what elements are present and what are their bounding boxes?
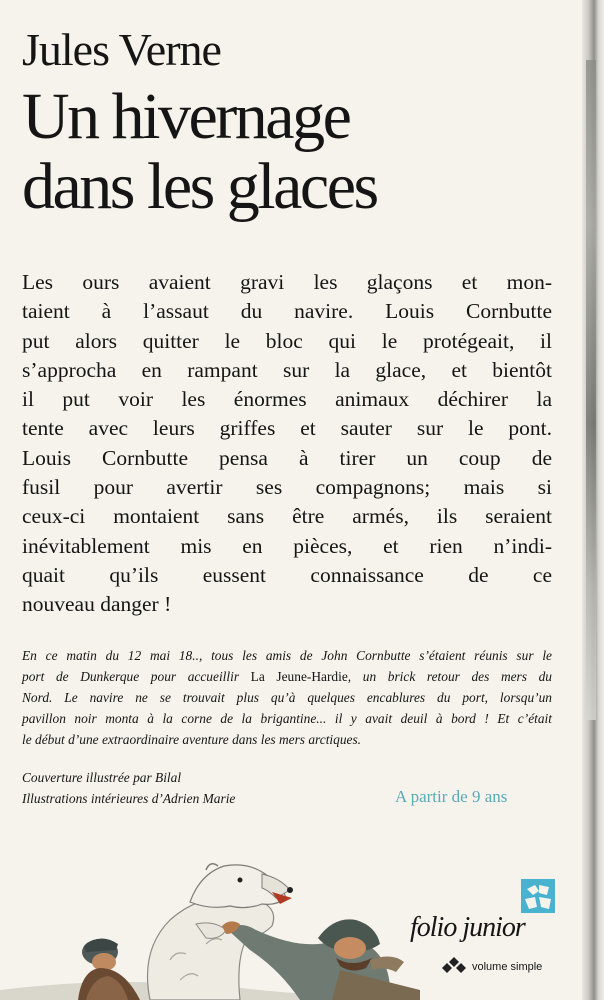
excerpt-paragraph — [22, 268, 552, 620]
blurb-line — [22, 666, 552, 687]
excerpt-line: nouveau danger ! — [22, 592, 172, 617]
cover-credit: Couverture illustrée par Bilal — [22, 770, 182, 785]
title-line-2: dans les glaces — [22, 150, 377, 223]
blurb-text: port de Dunkerque pour accueillir — [22, 669, 251, 684]
excerpt-line: taient à l’assaut du navire. Louis Cornbutte — [22, 299, 552, 324]
excerpt-line: il put voir les énormes animaux déchirer la — [22, 387, 552, 412]
blurb-line: En ce matin du 12 mai 18.., tous les amis de John Cornbutte s’étaient réunis sur le — [22, 648, 552, 663]
excerpt-line: inévitablement mis en pièces, et rien n’indi- — [22, 533, 552, 558]
volume-simple-icon — [441, 955, 467, 975]
excerpt-line: Louis Cornbutte pensa à tirer un coup de — [22, 445, 552, 470]
interior-credit: Illustrations intérieures d’Adrien Marie — [22, 791, 236, 806]
hunter-left-figure — [78, 938, 140, 1000]
polar-bear-illustration — [0, 840, 420, 1000]
ship-name: La Jeune-Hardie — [250, 669, 348, 684]
blurb-line: pavillon noir monta à la corne de la brigantine... il y avait deuil à bord ! Et c’était — [22, 711, 552, 726]
excerpt-line: Les ours avaient gravi les glaçons et mon- — [22, 270, 552, 294]
blurb-line: Nord. Le navire ne se trouvait plus qu’à quelques encablures du port, lorsqu’un — [22, 690, 552, 705]
blurb-line: le début d’une extraordinaire aventure dans les mers arctiques. — [22, 732, 362, 747]
excerpt-line: ceux-ci montaient sans être armés, ils seraient — [22, 504, 552, 529]
book-title — [22, 82, 377, 222]
title-line-1: Un hivernage — [22, 80, 350, 153]
illustration-credits — [22, 767, 235, 809]
hunter-right-figure — [222, 919, 420, 1000]
excerpt-line: put alors quitter le bloc qui le protégeait, il — [22, 328, 552, 353]
summary-blurb — [22, 645, 552, 750]
excerpt-line: quait qu’ils eussent connaissance de ce — [22, 562, 552, 587]
age-recommendation: A partir de 9 ans — [395, 787, 508, 806]
excerpt-line: s’approcha en rampant sur la glace, et bientôt — [22, 357, 552, 382]
folio-junior-logo-icon — [521, 879, 555, 913]
excerpt-line: tente avec leurs griffes et sauter sur le pont. — [22, 416, 552, 441]
excerpt-line: fusil pour avertir ses compagnons; mais si — [22, 475, 552, 500]
blurb-text: , un brick retour des mers du — [347, 669, 552, 684]
edition-label: volume simple — [472, 961, 543, 973]
author-name: Jules Verne — [22, 24, 221, 75]
polar-bear-figure — [148, 864, 294, 1000]
collection-name: folio junior — [410, 912, 525, 943]
spine-shadow — [586, 60, 596, 720]
